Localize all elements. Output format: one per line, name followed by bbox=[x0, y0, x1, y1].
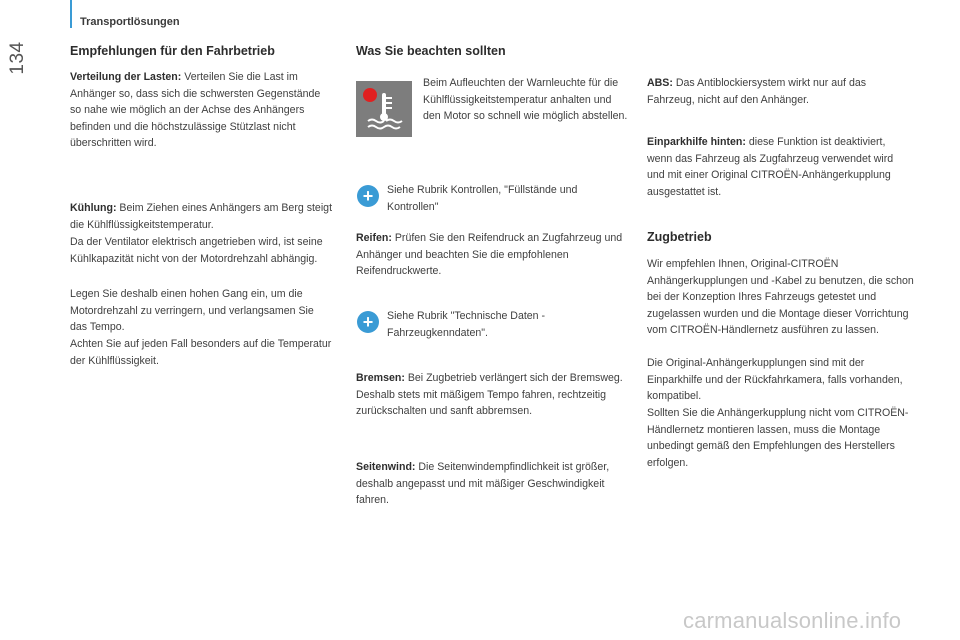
paragraph-brakes bbox=[356, 370, 624, 420]
accent-bar bbox=[70, 0, 72, 28]
text-crosswind: Die Seitenwindempfindlichkeit ist größer, deshalb angepasst und mit mäßiger Geschwindigkeit fahren. bbox=[356, 461, 610, 506]
paragraph-tires bbox=[356, 230, 624, 280]
plus-icon: + bbox=[357, 311, 379, 333]
label-abs: ABS: bbox=[647, 77, 673, 89]
paragraph-towing-compatibility: Die Original-Anhängerkupplungen sind mit der Einparkhilfe und der Rückfahrkamera, falls vorhanden, kompatibel. bbox=[647, 357, 903, 402]
label-crosswind: Seitenwind: bbox=[356, 461, 416, 473]
label-brakes: Bremsen: bbox=[356, 372, 405, 384]
watermark: carmanualsonline.info bbox=[683, 608, 902, 633]
label-parking-aid: Einparkhilfe hinten: bbox=[647, 136, 746, 148]
paragraph-abs bbox=[647, 75, 912, 108]
text-brakes: Bei Zugbetrieb verlängert sich der Bremsweg. Deshalb stets mit mäßigem Tempo fahren, rechtzeitig zurückschalten und sanft abbremsen. bbox=[356, 372, 623, 417]
reference-technical-data: Siehe Rubrik "Technische Daten - Fahrzeugkenndaten". bbox=[387, 310, 546, 339]
page-number: 134 bbox=[7, 41, 28, 75]
paragraph-fan: Da der Ventilator elektrisch angetrieben wird, ist seine Kühlkapazität nicht von der Motordrehzahl abhängig. bbox=[70, 236, 323, 265]
paragraph-crosswind bbox=[356, 459, 624, 509]
towing-title: Zugbetrieb bbox=[647, 230, 712, 244]
text-load-distribution: Verteilen Sie die Last im Anhänger so, dass sich die schwersten Gegenstände so nahe wie möglich an der Achse des Anhängers befinden und die höchstzulässige Stützlast nicht überschritten wird. bbox=[70, 71, 321, 149]
warning-light-text: Beim Aufleuchten der Warnleuchte für die Kühlflüssigkeitstemperatur anhalten und den Motor so schnell wie möglich abstellen. bbox=[423, 77, 628, 122]
paragraph-cooling bbox=[70, 200, 332, 233]
paragraph-parking-aid bbox=[647, 134, 912, 200]
text-parking-aid: diese Funktion ist deaktiviert, wenn das Fahrzeug als Zugfahrzeug verwendet wird und mit einer Original CITROËN-Anhängerkupplung ausgestattet ist. bbox=[647, 136, 894, 198]
label-cooling: Kühlung: bbox=[70, 202, 117, 214]
paragraph-load-distribution bbox=[70, 69, 332, 152]
label-load-distribution: Verteilung der Lasten: bbox=[70, 71, 182, 83]
coolant-temperature-warning-svg bbox=[356, 81, 412, 137]
paragraph-towing-recommendation: Wir empfehlen Ihnen, Original-CITROËN Anhängerkupplungen und -Kabel zu benutzen, die schon bei der Konzeption Ihres Fahrzeugs getestet und zugelassen wurden und die Montage dieser Vorrichtung vom CITROËN-Händlernetz ausführen zu lassen. bbox=[647, 258, 914, 336]
label-tires: Reifen: bbox=[356, 232, 392, 244]
section-title: Transportlösungen bbox=[80, 16, 180, 28]
paragraph-towing-installation: Sollten Sie die Anhängerkupplung nicht vom CITROËN-Händlernetz montieren lassen, muss die Montage unbedingt gemäß den Empfehlungen des Herstellers erfolgen. bbox=[647, 407, 909, 469]
paragraph-temperature: Achten Sie auf jeden Fall besonders auf die Temperatur der Kühlflüssigkeit. bbox=[70, 338, 332, 367]
paragraph-gear: Legen Sie deshalb einen hohen Gang ein, um die Motordrehzahl zu verringern, und verlangsamen Sie das Tempo. bbox=[70, 288, 314, 333]
middle-column-title: Was Sie beachten sollten bbox=[356, 44, 506, 58]
coolant-temperature-warning-icon bbox=[356, 81, 412, 137]
reference-checks: Siehe Rubrik Kontrollen, "Füllstände und Kontrollen" bbox=[387, 184, 578, 213]
plus-icon: + bbox=[357, 185, 379, 207]
text-tires: Prüfen Sie den Reifendruck an Zugfahrzeug und Anhänger und beachten Sie die empfohlenen Reifendruckwerte. bbox=[356, 232, 623, 277]
left-column-title: Empfehlungen für den Fahrbetrieb bbox=[70, 44, 275, 58]
text-cooling: Beim Ziehen eines Anhängers am Berg steigt die Kühlflüssigkeitstemperatur. bbox=[70, 202, 333, 231]
text-abs: Das Antiblockiersystem wirkt nur auf das Fahrzeug, nicht auf den Anhänger. bbox=[647, 77, 867, 106]
